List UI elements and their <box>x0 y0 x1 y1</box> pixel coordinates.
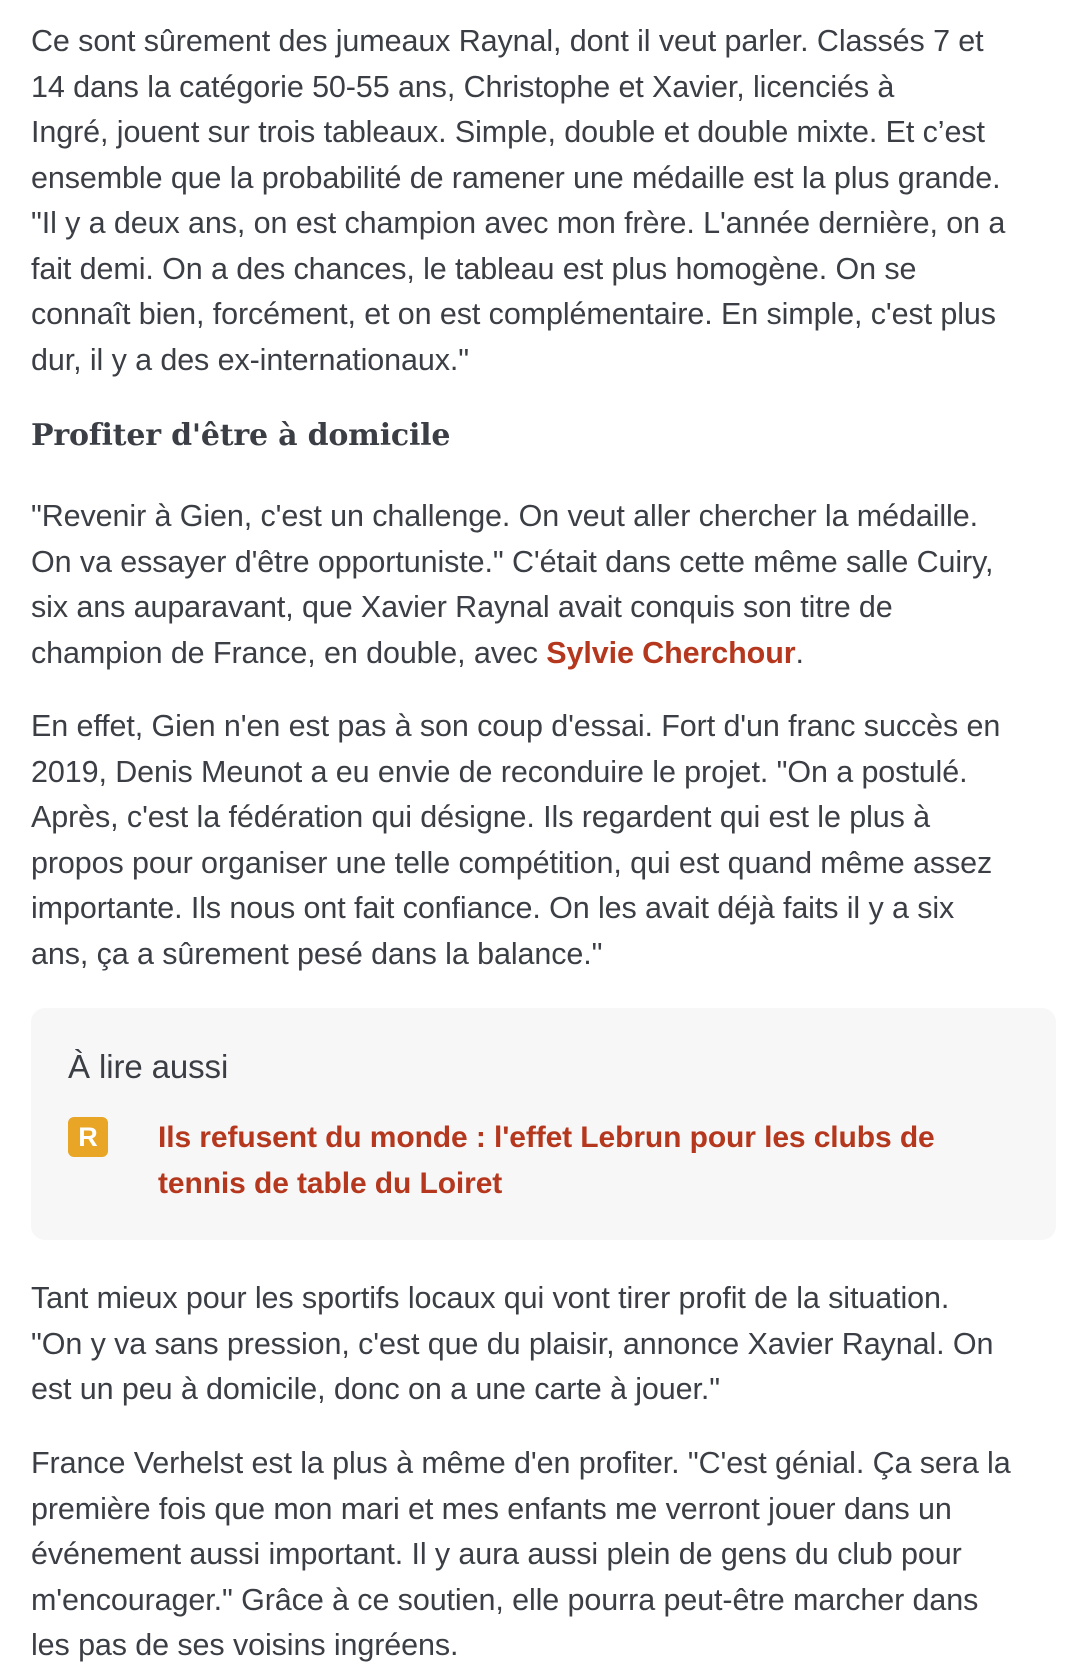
text-line: On va essayer d'être opportuniste." C'était dans cette même salle Cuiry, <box>31 544 994 579</box>
text-fragment: champion de France, en double, avec <box>31 635 547 670</box>
text-line: "Il y a deux ans, on est champion avec mon frère. L'année dernière, on a <box>31 206 1006 240</box>
text-line: est un peu à domicile, donc on a une carte à jouer." <box>31 1372 720 1406</box>
text-line: m'encourager." Grâce à ce soutien, elle pourra peut-être marcher dans <box>31 1582 979 1617</box>
link-line: tennis de table du Loiret <box>158 1167 503 1200</box>
text-line: propos pour organiser une telle compétition, qui est quand même assez <box>31 845 993 880</box>
person-link-sylvie-cherchour[interactable]: Sylvie Cherchour <box>546 635 796 670</box>
text-line: Ce sont sûrement des jumeaux Raynal, dont il veut parler. Classés 7 et <box>31 24 984 58</box>
section-heading: Profiter d'être à domicile <box>31 418 451 453</box>
text-line: "On y va sans pression, c'est que du plaisir, annonce Xavier Raynal. On <box>31 1326 994 1361</box>
text-line: événement aussi important. Il y aura aussi plein de gens du club pour <box>31 1537 962 1571</box>
text-line: connaît bien, forcément, et on est complémentaire. En simple, c'est plus <box>31 297 996 331</box>
text-line: France Verhelst est la plus à même d'en profiter. "C'est génial. Ça sera la <box>31 1446 1011 1480</box>
article-paragraph-2 <box>31 494 1061 676</box>
text-line: ensemble que la probabilité de ramener une médaille est la plus grande. <box>31 160 1001 195</box>
text-line: fait demi. On a des chances, le tableau est plus homogène. On se <box>31 251 917 286</box>
text-line: Tant mieux pour les sportifs locaux qui vont tirer profit de la situation. <box>31 1281 950 1315</box>
text-line: ans, ça a sûrement pesé dans la balance." <box>31 936 603 971</box>
article-paragraph-4 <box>31 1276 1061 1413</box>
text-line: Ingré, jouent sur trois tableaux. Simple, double et double mixte. Et c’est <box>31 115 985 149</box>
premium-badge-icon: R <box>68 1117 108 1157</box>
text-line: "Revenir à Gien, c'est un challenge. On veut aller chercher la médaille. <box>31 499 978 533</box>
text-line: six ans auparavant, que Xavier Raynal avait conquis son titre de <box>31 590 893 624</box>
article-paragraph-5 <box>31 1441 1061 1669</box>
article-paragraph-3 <box>31 704 1061 977</box>
text-line: dur, il y a des ex-internationaux." <box>31 342 469 377</box>
text-line: première fois que mon mari et mes enfants me verront jouer dans un <box>31 1491 952 1526</box>
article-paragraph-1 <box>31 19 1061 383</box>
text-line: En effet, Gien n'en est pas à son coup d'essai. Fort d'un franc succès en <box>31 709 1001 743</box>
text-fragment: . <box>795 635 804 670</box>
related-article-link[interactable] <box>158 1115 1038 1207</box>
text-line: 14 dans la catégorie 50-55 ans, Christophe et Xavier, licenciés à <box>31 69 895 104</box>
link-line: Ils refusent du monde : l'effet Lebrun pour les clubs de <box>158 1121 935 1154</box>
text-line: Après, c'est la fédération qui désigne. Ils regardent qui est le plus à <box>31 800 931 834</box>
text-line: importante. Ils nous ont fait confiance. On les avait déjà faits il y a six <box>31 891 955 925</box>
text-line: les pas de ses voisins ingréens. <box>31 1628 459 1662</box>
text-line: 2019, Denis Meunot a eu envie de reconduire le projet. "On a postulé. <box>31 754 968 789</box>
related-title: À lire aussi <box>68 1048 229 1085</box>
text-line <box>31 631 1061 677</box>
